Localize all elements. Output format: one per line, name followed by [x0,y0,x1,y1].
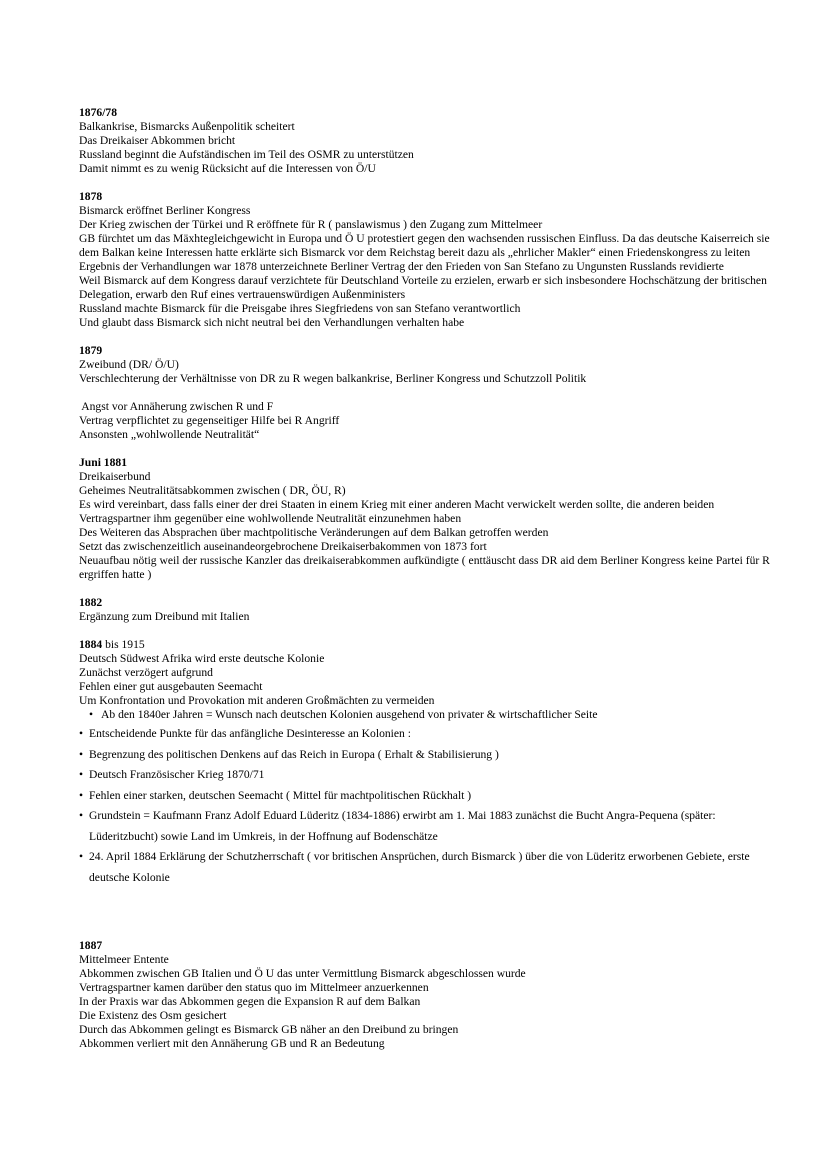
list-item: • Fehlen einer starken, deutschen Seemacht ( Mittel für machtpolitischen Rückhalt ) [79,786,779,807]
list-item: • Begrenzung des politischen Denkens auf das Reich in Europa ( Erhalt & Stabilisierung ) [79,745,779,766]
section-1879 [79,344,779,442]
section-juni-1881 [79,456,779,582]
section-heading: Juni 1881 [79,456,127,469]
list-item: • 24. April 1884 Erklärung der Schutzherrschaft ( vor britischen Ansprüchen, durch Bismarck ) über die von Lüderitz erworbenen Gebiete, erste deutsche Kolonie [79,847,779,888]
text-line: Um Konfrontation und Provokation mit anderen Großmächten zu vermeiden [79,694,435,707]
section-1884 [79,638,779,888]
text-line: Zunächst verzögert aufgrund [79,666,213,679]
text-line: Damit nimmt es zu wenig Rücksicht auf die Interessen von Ö/U [79,162,376,175]
text-line: In der Praxis war das Abkommen gegen die Expansion R auf dem Balkan [79,995,421,1008]
section-heading: 1878 [79,190,103,203]
text-line: Das Dreikaiser Abkommen bricht [79,134,236,147]
text-line: Fehlen einer gut ausgebauten Seemacht [79,680,263,693]
section-heading: 1884 [79,638,103,651]
text-line: Vertragspartner kamen darüber den status quo im Mittelmeer anzuerkennen [79,981,429,994]
text-line: Vertrag verpflichtet zu gegenseitiger Hilfe bei R Angriff [79,414,340,427]
list-item: • Deutsch Französischer Krieg 1870/71 [79,765,779,786]
section-1878 [79,190,779,330]
text-line: Der Krieg zwischen der Türkei und R eröffnete für R ( panslawismus ) den Zugang zum Mittelmeer [79,218,543,231]
text-line: Angst vor Annäherung zwischen R und F [79,400,274,413]
text-line: Ergebnis der Verhandlungen war 1878 unterzeichnete Berliner Vertrag der den Frieden von San Stefano zu Ungunsten Russlands revidierte [79,260,724,273]
list-item: • Ab den 1840er Jahren = Wunsch nach deutschen Kolonien ausgehend von privater & wirtschaftlicher Seite [89,708,779,722]
text-line: Abkommen zwischen GB Italien und Ö U das unter Vermittlung Bismarck abgeschlossen wurde [79,967,526,980]
text-line: Weil Bismarck auf dem Kongress darauf verzichtete für Deutschland Vorteile zu erzielen, erwarb er sich insbesondere Hochschätzung der britischen Delegation, erwarb den Ruf eines vertrauenswürdigen Außenministers [79,274,767,301]
text-line: Russland beginnt die Aufständischen im Teil des OSMR zu unterstützen [79,148,414,161]
text-line: GB fürchtet um das Mäxhtegleichgewicht in Europa und Ö U protestiert gegen den wachsenden russischen Einfluss. Da das deutsche Kaiserreich sie dem Balkan keine Interessen hatte erklärte sich Bismarck vor dem Reichstag bereit dazu als „ehrlicher Makler“ einen Friedenskongress zu leiten [79,232,770,259]
section-heading: 1879 [79,344,103,357]
section-heading: 1882 [79,596,103,609]
blank-line [79,386,779,400]
text-line: Setzt das zwischenzeitlich auseinandeorgebrochene Dreikaiserbakommen von 1873 fort [79,540,487,553]
bullet-list-tight [79,708,779,722]
text-line: Es wird vereinbart, dass falls einer der drei Staaten in einem Krieg mit einer anderen Macht verwickelt werden sollte, die anderen beiden Vertragspartner ihm gegenüber eine wohlwollende Neutralität einzunehmen haben [79,498,715,525]
text-line: Mittelmeer Entente [79,953,169,966]
section-1876-78 [79,106,779,176]
list-item: • Grundstein = Kaufmann Franz Adolf Eduard Lüderitz (1834-1886) erwirbt am 1. Mai 1883 zunächst die Bucht Angra-Pequena (später: Lüderitzbucht) sowie Land im Umkreis, in der Hoffnung auf Bodenschätze [79,806,779,847]
section-heading: 1876/78 [79,106,118,119]
text-line: Deutsch Südwest Afrika wird erste deutsche Kolonie [79,652,325,665]
section-1882 [79,596,779,624]
text-line: Ansonsten „wohlwollende Neutralität“ [79,428,260,441]
text-line: Des Weiteren das Absprachen über machtpolitische Veränderungen auf dem Balkan getroffen werden [79,526,549,539]
section-heading-suffix: bis 1915 [102,638,145,651]
text-line: Verschlechterung der Verhältnisse von DR zu R wegen balkankrise, Berliner Kongress und Schutzzoll Politik [79,372,587,385]
text-line: Abkommen verliert mit den Annäherung GB und R an Bedeutung [79,1037,385,1050]
text-line: Balkankrise, Bismarcks Außenpolitik scheitert [79,120,295,133]
text-line: Zweibund (DR/ Ö/U) [79,358,179,371]
text-line: Geheimes Neutralitätsabkommen zwischen ( DR, ÖU, R) [79,484,346,497]
bullet-list [79,724,779,888]
section-heading-row [79,638,779,652]
section-heading: 1887 [79,939,103,952]
text-line: Ergänzung zum Dreibund mit Italien [79,610,250,623]
blank-space [79,888,779,939]
section-1887 [79,939,779,1051]
document-page [79,106,779,1065]
text-line: Russland machte Bismarck für die Preisgabe ihres Siegfriedens von san Stefano verantwortlich [79,302,521,315]
text-line: Durch das Abkommen gelingt es Bismarck GB näher an den Dreibund zu bringen [79,1023,459,1036]
text-line: Neuaufbau nötig weil der russische Kanzler das dreikaiserabkommen aufkündigte ( enttäuscht dass DR aid dem Berliner Kongress keine Partei für R ergriffen hatte ) [79,554,770,581]
text-line: Die Existenz des Osm gesichert [79,1009,227,1022]
text-line: Bismarck eröffnet Berliner Kongress [79,204,251,217]
text-line: Dreikaiserbund [79,470,151,483]
text-line: Und glaubt dass Bismarck sich nicht neutral bei den Verhandlungen verhalten habe [79,316,465,329]
list-item: • Entscheidende Punkte für das anfängliche Desinteresse an Kolonien : [79,724,779,745]
